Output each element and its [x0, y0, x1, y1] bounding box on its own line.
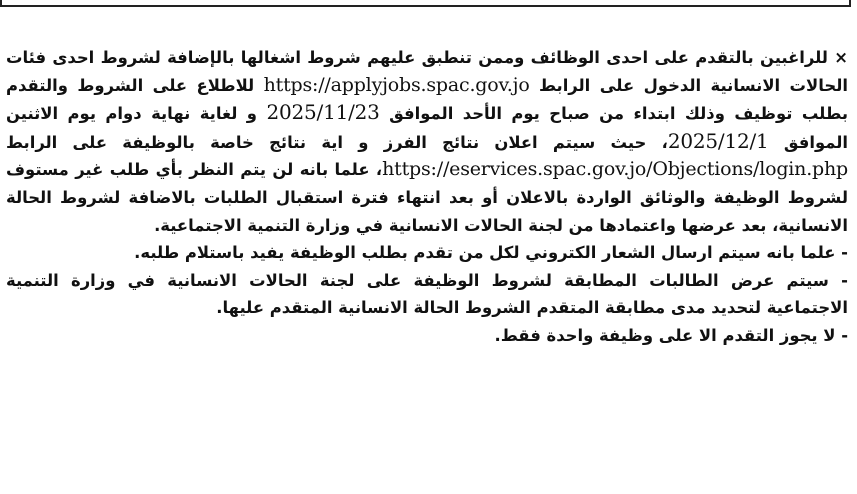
note-single-job: - لا يجوز التقدم الا على وظيفة واحدة فقط. — [494, 325, 848, 345]
apply-jobs-link[interactable]: https://applyjobs.spac.gov.jo — [263, 73, 530, 96]
intro-text: للراغبين بالتقدم على احدى الوظائف وممن تنطبق عليهم شروط اشغالها بالإضافة لشروط احدى فئات الحالات الانسانية الدخول على الرابط — [6, 48, 848, 95]
disclaimer-text: ، علما بانه لن يتم النظر بأي طلب غير مستوف لشروط الوظيفة والوثائق الواردة بالاعلان أو بعد انتهاء فترة استقبال الطلبات بالاضافة لشروط الحالة الانسانية، بعد عرضها واعتمادها من لجنة الحالات الانسانية في وزارة التنمية الاجتماعية. — [6, 160, 848, 235]
main-paragraph — [6, 44, 848, 239]
note-committee-review: - سيتم عرض الطالبات المطابقة لشروط الوظيفة على لجنة الحالات الانسانية في وزارة التنمية الاجتماعية لتحديد مدى مطابقة المتقدم الشروط الحالة الانسانية المتقدم عليها. — [6, 270, 848, 318]
until-text: و لغاية نهاية دوام يوم الاثنين الموافق — [6, 104, 848, 152]
start-date: 2025/11/23 — [266, 100, 380, 125]
end-date: 2025/12/1 — [667, 128, 769, 153]
announcement-body — [6, 44, 848, 350]
conditions-text: للاطلاع على الشروط والتقدم بطلب توظيف وذلك ابتداء من صباح يوم الأحد الموافق — [6, 75, 848, 124]
top-border — [0, 0, 851, 7]
objections-link[interactable]: https://eservices.spac.gov.jo/Objections/login.php — [382, 158, 848, 181]
bullet-marker: × — [834, 48, 848, 67]
results-text: ، حيث سيتم اعلان نتائج الفرز و اية نتائج خاصة بالوظيفة على الرابط — [6, 132, 668, 152]
note-confirmation: - علما بانه سيتم ارسال الشعار الكتروني لكل من تقدم بطلب الوظيفة يفيد باستلام طلبه. — [134, 243, 848, 263]
